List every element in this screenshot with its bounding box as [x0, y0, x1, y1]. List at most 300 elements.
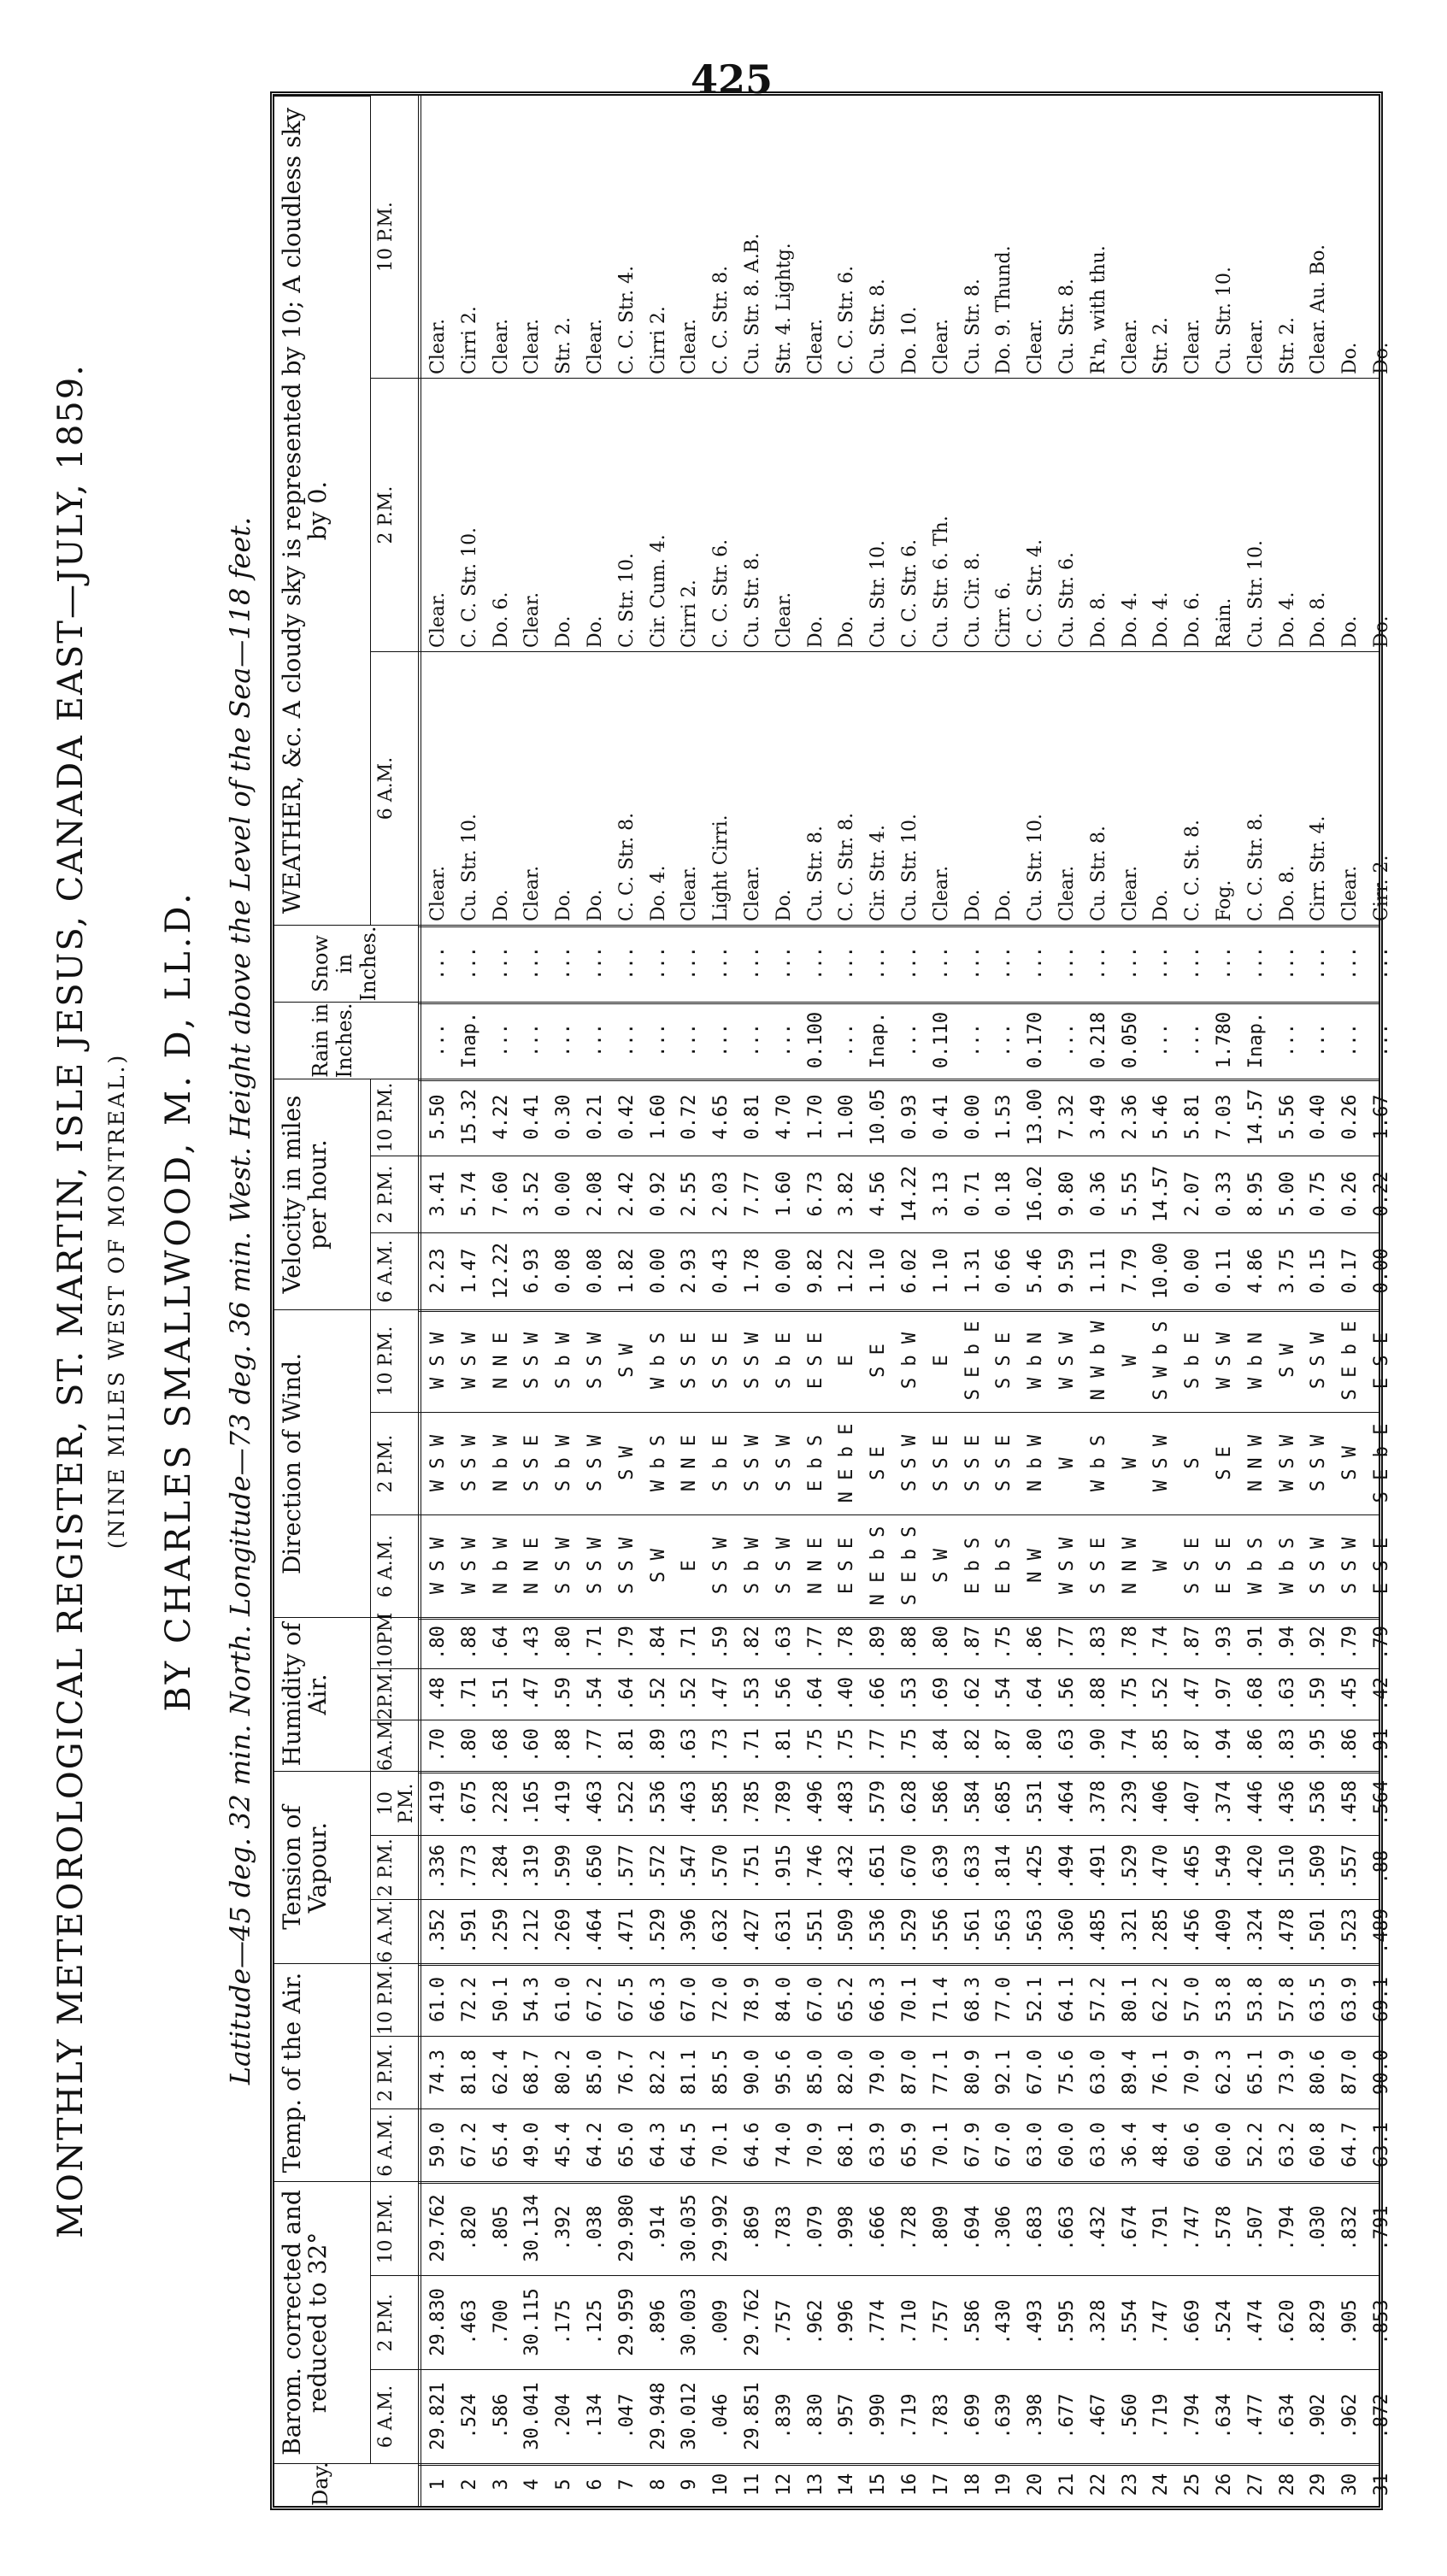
cell-baro-10pm: .794: [1276, 2205, 1298, 2251]
header-day: Day.: [274, 2463, 418, 2506]
cell-baro-6am: .962: [1339, 2393, 1362, 2439]
cell-baro-2pm: 29.830: [427, 2288, 449, 2356]
cell-hum-6am: .86: [1244, 1728, 1267, 1762]
location-line: Latitude—45 deg. 32 min. North. Longitude—73 deg. 36 min. West. Height above the Level of the Sea—118 feet.: [224, 516, 256, 2085]
cell-day: 12: [773, 2473, 795, 2497]
table-row: [863, 96, 894, 2506]
cell-tension-6am: .269: [553, 1908, 575, 1954]
table-row: [958, 96, 989, 2506]
cell-baro-2pm: .669: [1182, 2299, 1204, 2345]
cell-vel-10pm: 0.26: [1339, 1094, 1362, 1140]
cell-weather-6am: Do.: [1150, 889, 1173, 921]
table-row: [674, 96, 705, 2506]
table-row: [423, 96, 454, 2506]
cell-wind-6am: S b W: [742, 1537, 763, 1595]
cell-temp-10pm: 67.2: [585, 1977, 606, 2022]
cell-vel-10pm: 0.41: [521, 1094, 544, 1140]
cell-hum-6am: .81: [773, 1728, 795, 1762]
cell-wind-2pm: S S E: [962, 1434, 984, 1492]
cell-rain: ...: [427, 1023, 449, 1057]
cell-hum-10pm: .87: [962, 1626, 984, 1660]
cell-hum-6am: .70: [427, 1728, 449, 1762]
table-row: [1273, 96, 1303, 2506]
cell-baro-2pm: .493: [1025, 2299, 1047, 2345]
cell-vel-2pm: 5.55: [1119, 1171, 1141, 1217]
cell-tension-2pm: .915: [773, 1844, 795, 1890]
cell-hum-6am: .80: [1025, 1728, 1047, 1762]
cell-baro-6am: 29.821: [427, 2382, 449, 2450]
cell-hum-10pm: .79: [1339, 1626, 1362, 1660]
cell-rain: 0.050: [1119, 1011, 1141, 1069]
cell-hum-10pm: .83: [1087, 1626, 1109, 1660]
cell-baro-6am: 29.948: [647, 2382, 669, 2450]
cell-vel-6am: 1.10: [868, 1248, 890, 1294]
cell-snow: ...: [1276, 946, 1298, 980]
cell-weather-10pm: Cu. Str. 8.: [1056, 279, 1078, 374]
cell-temp-6am: 63.1: [1371, 2122, 1392, 2167]
cell-tension-10pm: .378: [1087, 1780, 1109, 1826]
cell-weather-10pm: Clear.: [1025, 318, 1047, 374]
cell-weather-2pm: Clear.: [521, 591, 544, 648]
cell-temp-6am: 65.9: [899, 2122, 921, 2167]
cell-vel-10pm: 4.65: [710, 1094, 732, 1140]
cell-baro-6am: .783: [930, 2393, 952, 2439]
cell-temp-10pm: 50.1: [490, 1977, 512, 2022]
header-temperature: Temp. of the Air.: [274, 1963, 370, 2181]
cell-weather-6am: Do. 8.: [1276, 865, 1298, 921]
cell-rain: Inap.: [458, 1011, 480, 1069]
cell-temp-2pm: 85.0: [585, 2050, 606, 2095]
cell-temp-2pm: 63.0: [1087, 2050, 1109, 2095]
cell-hum-6am: .83: [1276, 1728, 1298, 1762]
cell-baro-6am: .990: [868, 2393, 890, 2439]
cell-vel-10pm: 0.00: [962, 1094, 984, 1140]
cell-wind-6am: W: [1150, 1560, 1173, 1572]
cell-rain: 0.170: [1025, 1011, 1047, 1069]
cell-hum-10pm: .89: [868, 1626, 890, 1660]
cell-vel-10pm: 7.03: [1214, 1094, 1235, 1140]
cell-hum-6am: .87: [1182, 1728, 1204, 1762]
cell-baro-10pm: .791: [1371, 2205, 1392, 2251]
cell-wind-10pm: S S E: [993, 1332, 1015, 1390]
cell-tension-6am: .285: [1150, 1908, 1173, 1954]
cell-vel-10pm: 10.05: [868, 1088, 890, 1146]
cell-baro-10pm: .666: [868, 2205, 890, 2251]
cell-weather-2pm: Do. 4.: [1276, 591, 1298, 648]
cell-hum-6am: .91: [1371, 1728, 1392, 1762]
cell-vel-6am: 0.00: [773, 1248, 795, 1294]
cell-tension-6am: .427: [742, 1908, 763, 1954]
cell-weather-2pm: Do. 6.: [1182, 591, 1204, 648]
cell-baro-2pm: .125: [585, 2299, 606, 2345]
cell-temp-2pm: 81.1: [679, 2050, 701, 2095]
table-row: [895, 96, 926, 2506]
cell-temp-6am: 60.0: [1056, 2122, 1078, 2167]
cell-rain: ...: [1056, 1023, 1078, 1057]
cell-vel-6am: 5.46: [1025, 1248, 1047, 1294]
cell-hum-6am: .77: [868, 1728, 890, 1762]
cell-baro-2pm: .757: [773, 2299, 795, 2345]
cell-weather-6am: Clear.: [427, 865, 449, 921]
cell-temp-2pm: 89.4: [1119, 2050, 1141, 2095]
cell-wind-10pm: S E: [868, 1344, 890, 1378]
cell-weather-6am: Clear.: [521, 865, 544, 921]
cell-hum-2pm: .71: [458, 1677, 480, 1711]
cell-weather-10pm: Str. 2.: [1150, 317, 1173, 374]
cell-vel-2pm: 14.57: [1150, 1165, 1173, 1223]
cell-temp-10pm: 65.2: [836, 1977, 858, 2022]
cell-temp-2pm: 68.7: [521, 2050, 544, 2095]
cell-wind-2pm: N b W: [1025, 1434, 1047, 1492]
cell-temp-2pm: 76.1: [1150, 2050, 1173, 2095]
cell-tension-2pm: .773: [458, 1844, 480, 1890]
cell-vel-6am: 10.00: [1150, 1242, 1173, 1300]
cell-vel-10pm: 1.67: [1371, 1094, 1392, 1140]
cell-vel-6am: 9.59: [1056, 1248, 1078, 1294]
cell-weather-6am: Cu. Str. 8.: [804, 826, 826, 921]
cell-temp-2pm: 65.1: [1244, 2050, 1267, 2095]
cell-tension-10pm: .628: [899, 1780, 921, 1826]
cell-baro-6am: .957: [836, 2393, 858, 2439]
cell-wind-6am: N N E: [521, 1537, 544, 1595]
cell-tension-6am: .631: [773, 1908, 795, 1954]
table-row: [769, 96, 800, 2506]
cell-temp-10pm: 61.0: [553, 1977, 575, 2022]
cell-vel-2pm: 0.75: [1308, 1171, 1330, 1217]
table-row: [549, 96, 579, 2506]
cell-tension-2pm: .549: [1214, 1844, 1235, 1890]
cell-baro-6am: .046: [710, 2393, 732, 2439]
cell-vel-10pm: 5.56: [1276, 1094, 1298, 1140]
cell-tension-2pm: .494: [1056, 1844, 1078, 1890]
cell-tension-6am: .489: [1371, 1908, 1392, 1954]
cell-hum-10pm: .79: [1371, 1626, 1392, 1660]
cell-tension-10pm: .463: [585, 1780, 606, 1826]
table-row: [926, 96, 957, 2506]
cell-tension-6am: .509: [836, 1908, 858, 1954]
cell-rain: ...: [647, 1023, 669, 1057]
cell-wind-10pm: E: [930, 1355, 952, 1367]
table-row: [1335, 96, 1366, 2506]
cell-vel-6am: 1.78: [742, 1248, 763, 1294]
cell-temp-2pm: 74.3: [427, 2050, 449, 2095]
cell-hum-6am: .89: [647, 1728, 669, 1762]
cell-wind-10pm: S E b E: [962, 1320, 984, 1401]
cell-tension-6am: .563: [993, 1908, 1015, 1954]
cell-tension-10pm: .228: [490, 1780, 512, 1826]
cell-snow: ...: [868, 946, 890, 980]
table-row: [1367, 96, 1397, 2506]
cell-rain: ...: [836, 1023, 858, 1057]
cell-hum-2pm: .53: [899, 1677, 921, 1711]
cell-weather-6am: Cu. Str. 10.: [899, 814, 921, 921]
cell-weather-2pm: Cu. Str. 10.: [868, 540, 890, 648]
cell-hum-2pm: .88: [1087, 1677, 1109, 1711]
cell-tension-10pm: .239: [1119, 1780, 1141, 1826]
cell-wind-2pm: W b S: [1087, 1434, 1109, 1492]
cell-day: 25: [1182, 2473, 1204, 2497]
cell-tension-6am: .523: [1339, 1908, 1362, 1954]
cell-wind-2pm: N E b E: [836, 1423, 858, 1503]
cell-vel-10pm: 0.93: [899, 1094, 921, 1140]
table-row: [517, 96, 548, 2506]
cell-temp-6am: 65.0: [615, 2122, 638, 2167]
cell-vel-6am: 7.79: [1119, 1248, 1141, 1294]
cell-temp-2pm: 80.6: [1308, 2050, 1330, 2095]
cell-baro-6am: .634: [1214, 2393, 1235, 2439]
cell-temp-10pm: 84.0: [773, 1977, 795, 2022]
cell-tension-2pm: .509: [1308, 1844, 1330, 1890]
cell-weather-10pm: Clear.: [1119, 318, 1141, 374]
cell-temp-6am: 67.9: [962, 2122, 984, 2167]
cell-weather-6am: C. C. Str. 8.: [836, 812, 858, 921]
cell-vel-10pm: 5.46: [1150, 1094, 1173, 1140]
cell-wind-2pm: E b S: [804, 1434, 826, 1492]
cell-vel-10pm: 0.30: [553, 1094, 575, 1140]
cell-hum-6am: .90: [1087, 1728, 1109, 1762]
header-wind-6am: 6 A.M.: [370, 1514, 418, 1617]
cell-rain: ...: [1182, 1023, 1204, 1057]
cell-snow: ...: [1214, 946, 1235, 980]
cell-weather-2pm: Clear.: [773, 591, 795, 648]
cell-weather-2pm: Do. 8.: [1308, 591, 1330, 648]
cell-vel-2pm: 1.60: [773, 1171, 795, 1217]
cell-tension-6am: .352: [427, 1908, 449, 1954]
cell-baro-6am: .467: [1087, 2393, 1109, 2439]
cell-wind-10pm: W S W: [1214, 1332, 1235, 1390]
cell-tension-6am: .396: [679, 1908, 701, 1954]
cell-snow: ...: [1339, 946, 1362, 980]
cell-hum-2pm: .64: [804, 1677, 826, 1711]
cell-baro-10pm: .832: [1339, 2205, 1362, 2251]
table-row: [644, 96, 674, 2506]
cell-hum-2pm: .52: [679, 1677, 701, 1711]
cell-day: 17: [930, 2473, 952, 2497]
cell-wind-10pm: E: [836, 1355, 858, 1367]
cell-temp-6am: 60.6: [1182, 2122, 1204, 2167]
cell-baro-10pm: .914: [647, 2205, 669, 2251]
cell-baro-2pm: 30.003: [679, 2288, 701, 2356]
cell-weather-2pm: C. C. Str. 10.: [458, 526, 480, 648]
cell-weather-6am: C. C. Str. 8.: [615, 812, 638, 921]
cell-tension-6am: .321: [1119, 1908, 1141, 1954]
cell-vel-6am: 2.23: [427, 1248, 449, 1294]
cell-baro-2pm: .905: [1339, 2299, 1362, 2345]
cell-temp-6am: 74.0: [773, 2122, 795, 2167]
cell-temp-6am: 64.3: [647, 2122, 669, 2167]
cell-hum-10pm: .59: [710, 1626, 732, 1660]
cell-wind-2pm: S W: [1339, 1446, 1362, 1480]
cell-wind-6am: S S E: [1087, 1537, 1109, 1595]
cell-weather-6am: Do.: [773, 889, 795, 921]
cell-wind-10pm: S W: [1276, 1344, 1298, 1378]
cell-temp-2pm: 90.0: [742, 2050, 763, 2095]
cell-day: 18: [962, 2473, 984, 2497]
cell-weather-10pm: Clear.: [1182, 318, 1204, 374]
cell-temp-10pm: 72.0: [710, 1977, 732, 2022]
cell-tension-6am: .471: [615, 1908, 638, 1954]
cell-wind-2pm: S S E: [521, 1434, 544, 1492]
cell-temp-6am: 48.4: [1150, 2122, 1173, 2167]
cell-hum-6am: .80: [458, 1728, 480, 1762]
cell-weather-2pm: Do.: [1339, 615, 1362, 648]
cell-rain: 0.218: [1087, 1011, 1109, 1069]
cell-wind-2pm: S b E: [710, 1434, 732, 1492]
header-wind-2pm: 2 P.M.: [370, 1412, 418, 1514]
cell-weather-6am: Cu. Str. 10.: [458, 814, 480, 921]
cell-vel-2pm: 0.00: [553, 1171, 575, 1217]
cell-wind-6am: E: [679, 1560, 701, 1572]
cell-wind-6am: N W: [1025, 1549, 1047, 1583]
cell-vel-2pm: 2.07: [1182, 1171, 1204, 1217]
cell-rain: ...: [773, 1023, 795, 1057]
cell-baro-6am: .872: [1371, 2393, 1392, 2439]
cell-vel-6am: 3.75: [1276, 1248, 1298, 1294]
cell-vel-6am: 0.43: [710, 1248, 732, 1294]
cell-baro-6am: .560: [1119, 2393, 1141, 2439]
cell-wind-10pm: S b E: [773, 1332, 795, 1390]
cell-weather-6am: Cu. Str. 10.: [1025, 814, 1047, 921]
header-rain: Rain in Inches.: [274, 1002, 418, 1079]
cell-hum-10pm: .63: [773, 1626, 795, 1660]
cell-weather-10pm: Do. 10.: [899, 306, 921, 374]
cell-day: 31: [1371, 2473, 1392, 2497]
cell-weather-10pm: C. C. Str. 6.: [836, 265, 858, 374]
cell-hum-2pm: .48: [427, 1677, 449, 1711]
table-row: [989, 96, 1020, 2506]
cell-baro-6am: .902: [1308, 2393, 1330, 2439]
cell-temp-10pm: 66.3: [647, 1977, 669, 2022]
table-row: [1052, 96, 1083, 2506]
cell-tension-6am: .259: [490, 1908, 512, 1954]
cell-baro-6am: .677: [1056, 2393, 1078, 2439]
cell-wind-6am: N N E: [804, 1537, 826, 1595]
cell-wind-6am: S S W: [1339, 1537, 1362, 1595]
cell-snow: ...: [1025, 946, 1047, 980]
cell-wind-6am: S S W: [1308, 1537, 1330, 1595]
cell-temp-10pm: 57.0: [1182, 1977, 1204, 2022]
cell-day: 21: [1056, 2473, 1078, 2497]
cell-hum-10pm: .79: [615, 1626, 638, 1660]
cell-wind-6am: S S W: [615, 1537, 638, 1595]
cell-tension-2pm: .814: [993, 1844, 1015, 1890]
cell-baro-6am: .719: [1150, 2393, 1173, 2439]
cell-hum-6am: .60: [521, 1728, 544, 1762]
cell-hum-2pm: .54: [993, 1677, 1015, 1711]
cell-wind-6am: E b S: [993, 1537, 1015, 1595]
cell-vel-2pm: 0.26: [1339, 1171, 1362, 1217]
cell-hum-6am: .77: [585, 1728, 606, 1762]
cell-hum-10pm: .80: [553, 1626, 575, 1660]
cell-vel-6am: 0.15: [1308, 1248, 1330, 1294]
cell-hum-10pm: .78: [1119, 1626, 1141, 1660]
cell-hum-2pm: .56: [1056, 1677, 1078, 1711]
cell-tension-10pm: .536: [647, 1780, 669, 1826]
cell-weather-2pm: Clear.: [427, 591, 449, 648]
cell-hum-2pm: .42: [1371, 1677, 1392, 1711]
cell-rain: ...: [521, 1023, 544, 1057]
cell-temp-6am: 60.8: [1308, 2122, 1330, 2167]
cell-baro-2pm: .474: [1244, 2299, 1267, 2345]
cell-weather-10pm: Clear.: [427, 318, 449, 374]
cell-wind-6am: W b S: [1244, 1537, 1267, 1595]
cell-vel-6am: 9.82: [804, 1248, 826, 1294]
table-row: [1021, 96, 1051, 2506]
cell-tension-2pm: .651: [868, 1844, 890, 1890]
cell-temp-6am: 64.5: [679, 2122, 701, 2167]
cell-tension-2pm: .319: [521, 1844, 544, 1890]
cell-baro-10pm: .663: [1056, 2205, 1078, 2251]
cell-rain: ...: [615, 1023, 638, 1057]
cell-temp-2pm: 82.0: [836, 2050, 858, 2095]
cell-baro-6am: .719: [899, 2393, 921, 2439]
cell-tension-6am: .561: [962, 1908, 984, 1954]
cell-vel-2pm: 3.13: [930, 1171, 952, 1217]
cell-vel-6am: 1.11: [1087, 1248, 1109, 1294]
cell-tension-6am: .551: [804, 1908, 826, 1954]
cell-baro-2pm: .175: [553, 2299, 575, 2345]
cell-vel-10pm: 1.53: [993, 1094, 1015, 1140]
cell-vel-6am: 0.17: [1339, 1248, 1362, 1294]
cell-vel-6am: 2.93: [679, 1248, 701, 1294]
cell-hum-10pm: .91: [1244, 1626, 1267, 1660]
cell-temp-2pm: 62.3: [1214, 2050, 1235, 2095]
cell-hum-2pm: .56: [773, 1677, 795, 1711]
cell-weather-2pm: Do. 6.: [490, 591, 512, 648]
cell-weather-6am: Clear.: [1339, 865, 1362, 921]
cell-wind-10pm: W b N: [1244, 1332, 1267, 1390]
cell-temp-6am: 59.0: [427, 2122, 449, 2167]
cell-temp-6am: 60.0: [1214, 2122, 1235, 2167]
cell-baro-2pm: 29.959: [615, 2288, 638, 2356]
cell-wind-6am: S W: [930, 1549, 952, 1583]
cell-wind-2pm: S S E: [930, 1434, 952, 1492]
cell-hum-2pm: .40: [836, 1677, 858, 1711]
cell-snow: ...: [899, 946, 921, 980]
cell-baro-10pm: 29.762: [427, 2194, 449, 2262]
cell-weather-10pm: Clear.: [1244, 318, 1267, 374]
cell-snow: ...: [1308, 946, 1330, 980]
cell-tension-2pm: .577: [615, 1844, 638, 1890]
cell-tension-6am: .456: [1182, 1908, 1204, 1954]
cell-baro-2pm: .700: [490, 2299, 512, 2345]
cell-temp-2pm: 80.2: [553, 2050, 575, 2095]
cell-vel-10pm: 2.36: [1119, 1094, 1141, 1140]
cell-temp-10pm: 67.0: [679, 1977, 701, 2022]
cell-wind-6am: W S W: [427, 1537, 449, 1595]
cell-tension-10pm: .531: [1025, 1780, 1047, 1826]
cell-hum-2pm: .69: [930, 1677, 952, 1711]
cell-vel-6am: 0.00: [1371, 1248, 1392, 1294]
cell-wind-2pm: W: [1119, 1457, 1141, 1469]
cell-day: 6: [585, 2479, 606, 2491]
cell-baro-6am: .398: [1025, 2393, 1047, 2439]
cell-weather-6am: Do.: [962, 889, 984, 921]
cell-temp-2pm: 70.9: [1182, 2050, 1204, 2095]
cell-vel-10pm: 14.57: [1244, 1088, 1267, 1146]
cell-tension-2pm: .425: [1025, 1844, 1047, 1890]
table-row: [738, 96, 768, 2506]
cell-tension-2pm: .491: [1087, 1844, 1109, 1890]
cell-wind-10pm: S S W: [1308, 1332, 1330, 1390]
cell-hum-10pm: .80: [427, 1626, 449, 1660]
cell-wind-2pm: N b W: [490, 1434, 512, 1492]
cell-hum-6am: .82: [962, 1728, 984, 1762]
cell-wind-6am: S S W: [710, 1537, 732, 1595]
cell-weather-6am: Clear.: [1119, 865, 1141, 921]
cell-wind-6am: S S W: [585, 1537, 606, 1595]
cell-rain: ...: [1150, 1023, 1173, 1057]
